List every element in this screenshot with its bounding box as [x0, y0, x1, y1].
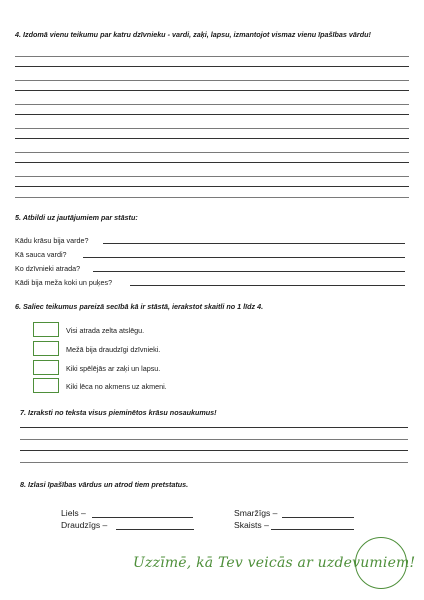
writing-line[interactable] [20, 427, 408, 428]
task7-title: 7. Izraksti no teksta visus pieminētos krāsu nosaukumus! [20, 408, 217, 417]
writing-line[interactable] [15, 162, 409, 163]
writing-line[interactable] [20, 439, 408, 440]
order-box-1[interactable] [33, 322, 59, 337]
task4-title: 4. Izdomā vienu teikumu par katru dzīvnieku - vardi, zaķi, lapsu, izmantojot vismaz vienu īpašības vārdu! [15, 30, 371, 39]
antonym-line-1[interactable] [92, 517, 193, 518]
answer-line-1[interactable] [103, 243, 405, 244]
sentence-3: Kiki spēlējās ar zaķi un lapsu. [66, 364, 161, 373]
sentence-4: Kiki lēca no akmens uz akmeni. [66, 382, 167, 391]
drawing-circle[interactable] [355, 537, 407, 589]
answer-line-2[interactable] [83, 257, 405, 258]
writing-line[interactable] [15, 138, 409, 139]
writing-line[interactable] [15, 56, 409, 57]
writing-line[interactable] [20, 462, 408, 463]
writing-line[interactable] [15, 197, 409, 198]
word-smarzigs: Smaržīgs – [234, 508, 278, 518]
task8-title: 8. Izlasi īpašības vārdus un atrod tiem pretstatus. [20, 480, 189, 489]
sentence-2: Mežā bija draudzīgi dzīvnieki. [66, 345, 161, 354]
writing-line[interactable] [15, 128, 409, 129]
word-liels: Liels – [61, 508, 86, 518]
sentence-1: Visi atrada zelta atslēgu. [66, 326, 145, 335]
question-1: Kādu krāsu bija varde? [15, 236, 89, 245]
writing-line[interactable] [15, 186, 409, 187]
writing-line[interactable] [15, 176, 409, 177]
writing-line[interactable] [15, 104, 409, 105]
answer-line-4[interactable] [130, 285, 405, 286]
writing-line[interactable] [15, 152, 409, 153]
writing-line[interactable] [15, 80, 409, 81]
order-box-3[interactable] [33, 360, 59, 375]
self-assessment-message: Uzzīmē, kā Tev veicās ar uzdevumiem! [133, 555, 416, 571]
antonym-line-3[interactable] [282, 517, 354, 518]
task6-title: 6. Saliec teikumus pareizā secībā kā ir stāstā, ierakstot skaitli no 1 līdz 4. [15, 302, 264, 311]
writing-line[interactable] [15, 66, 409, 67]
order-box-4[interactable] [33, 378, 59, 393]
antonym-line-4[interactable] [271, 529, 354, 530]
writing-line[interactable] [15, 90, 409, 91]
question-3: Ko dzīvnieki atrada? [15, 264, 81, 273]
word-skaists: Skaists – [234, 520, 269, 530]
writing-line[interactable] [15, 114, 409, 115]
question-4: Kādi bija meža koki un puķes? [15, 278, 113, 287]
antonym-line-2[interactable] [116, 529, 194, 530]
order-box-2[interactable] [33, 341, 59, 356]
answer-line-3[interactable] [93, 271, 405, 272]
word-draudzigs: Draudzīgs – [61, 520, 108, 530]
question-2: Kā sauca vardi? [15, 250, 67, 259]
task5-title: 5. Atbildi uz jautājumiem par stāstu: [15, 213, 138, 222]
writing-line[interactable] [20, 450, 408, 451]
